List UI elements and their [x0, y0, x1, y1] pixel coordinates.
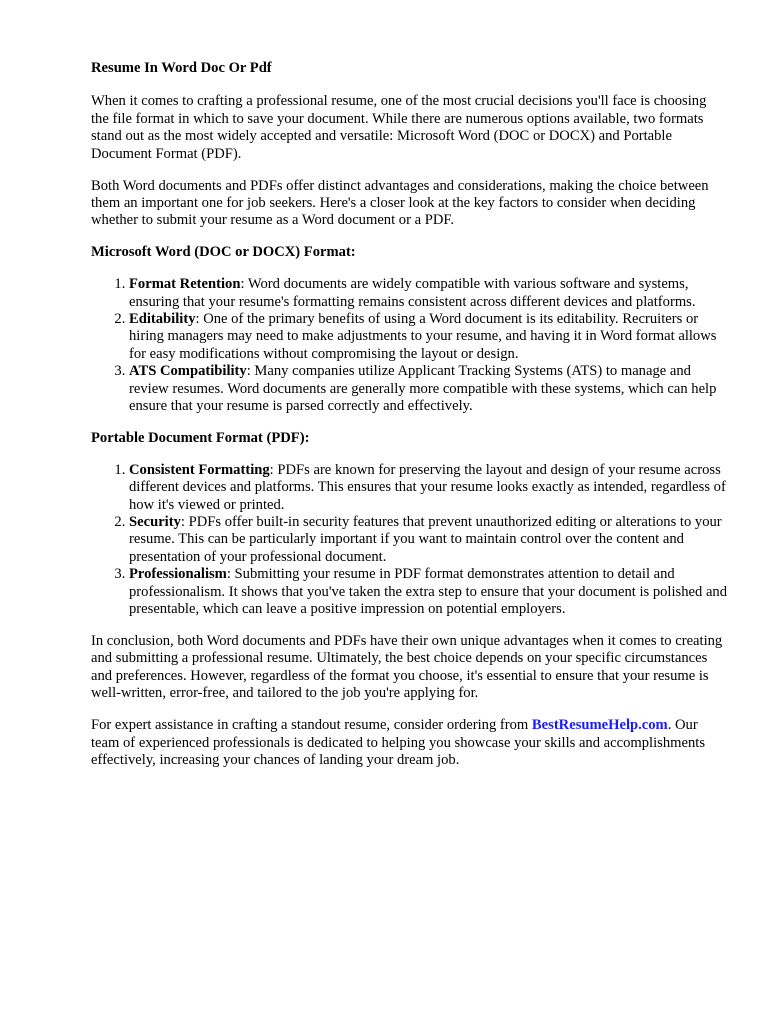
list-item-text: : Many companies utilize Applicant Tracking Systems (ATS) to manage and review resumes. Word documents are generally more compatible with these systems, which can help ensure that your resume is parsed correctly and effectively. — [129, 363, 717, 414]
list-item — [129, 276, 727, 311]
list-item-term: Format Retention — [129, 276, 241, 293]
best-resume-help-link[interactable]: BestResumeHelp.com — [531, 717, 668, 734]
list-item — [129, 311, 727, 363]
list-item-term: Consistent Formatting — [129, 461, 270, 478]
list-item-term: Security — [129, 514, 181, 531]
document-page — [91, 60, 727, 784]
list-item — [129, 462, 727, 514]
list-item — [129, 566, 727, 618]
overview-paragraph: Both Word documents and PDFs offer distinct advantages and considerations, making the choice between them an important one for job seekers. Here's a closer look at the key factors to consider when deciding whether to submit your resume as a Word document or a PDF. — [91, 177, 709, 229]
list-item-term: ATS Compatibility — [129, 363, 247, 380]
pdf-section-heading: Portable Document Format (PDF): — [91, 429, 310, 446]
word-section-heading: Microsoft Word (DOC or DOCX) Format: — [91, 244, 356, 261]
list-item-text: : PDFs are known for preserving the layout and design of your resume across different devices and platforms. This ensures that your resume looks exactly as intended, regardless of how it's viewed or printed. — [129, 461, 726, 513]
cta-text-after: . Our team of experienced professionals is dedicated to helping you showcase your skills and accomplishments effectively, increasing your chances of landing your dream job. — [91, 717, 705, 768]
list-item-text: : Submitting your resume in PDF format demonstrates attention to detail and professionalism. It shows that you've taken the extra step to ensure that your document is polished and presentable, which can leave a positive impression on potential employers. — [129, 566, 728, 618]
word-section-list — [91, 276, 727, 415]
list-item — [129, 363, 727, 415]
cta-text-before: For expert assistance in crafting a standout resume, consider ordering from — [91, 717, 532, 734]
list-item-text: : PDFs offer built-in security features that prevent unauthorized editing or alterations to your resume. This can be particularly important if you want to maintain control over the content and presentation of your professional document. — [129, 514, 722, 565]
list-item-text: : One of the primary benefits of using a Word document is its editability. Recruiters or hiring managers may need to make adjustments to your resume, and having it in Word format allows for easy modifications without compromising the layout or design. — [129, 310, 717, 362]
list-item-term: Professionalism — [129, 566, 227, 583]
list-item-text: : Word documents are widely compatible with various software and systems, ensuring that your resume's formatting remains consistent across different devices and platforms. — [129, 276, 696, 310]
intro-paragraph: When it comes to crafting a professional resume, one of the most crucial decisions you'll face is choosing the file format in which to save your document. While there are numerous options available, two formats stand out as the most widely accepted and versatile: Microsoft Word (DOC or DOCX) and Portable Document Format (PDF). — [91, 93, 707, 162]
pdf-section-list — [91, 462, 727, 619]
conclusion-paragraph: In conclusion, both Word documents and PDFs have their own unique advantages when it comes to creating and submitting a professional resume. Ultimately, the best choice depends on your specific circumstances and preferences. However, regardless of the format you choose, it's essential to ensure that your resume is well-written, error-free, and tailored to the job you're applying for. — [91, 632, 723, 702]
document-title: Resume In Word Doc Or Pdf — [91, 60, 272, 76]
cta-paragraph — [91, 717, 727, 769]
list-item-term: Editability — [129, 310, 196, 327]
list-item — [129, 514, 727, 566]
